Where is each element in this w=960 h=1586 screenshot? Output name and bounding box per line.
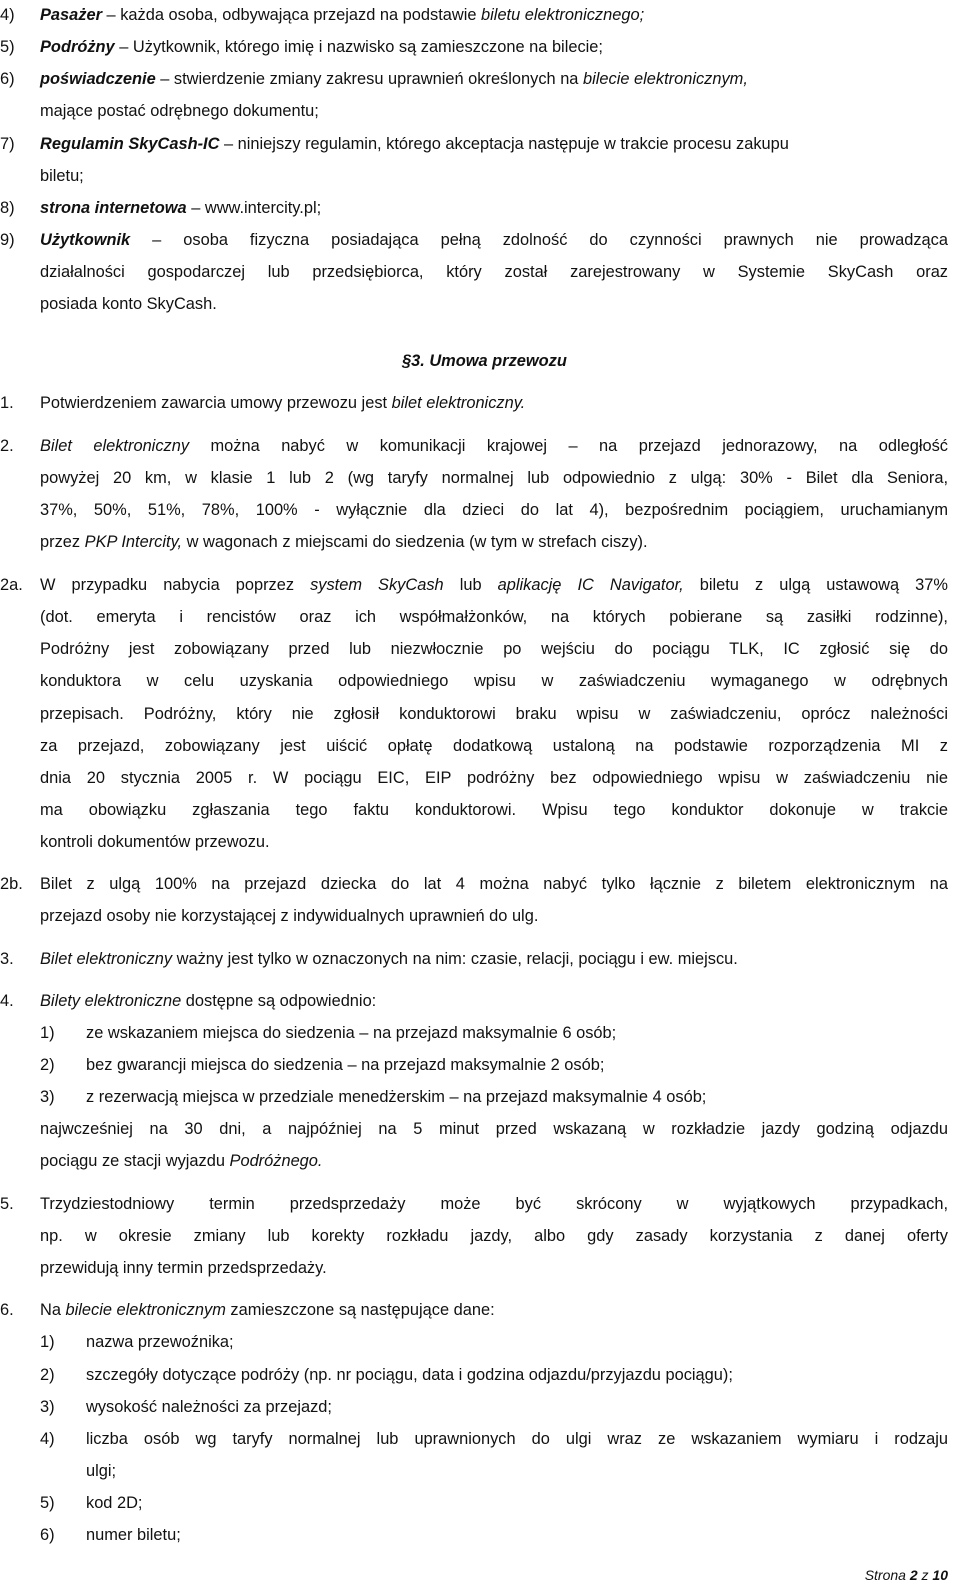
paragraph-2a-line: dnia 20 stycznia 2005 r. W pociągu EIC, EIP podróżny bez odpowiedniego wpisu w zaświadczeniu nie <box>40 769 948 787</box>
paragraph-5: 5. Trzydziestodniowy termin przedsprzedaży może być skrócony w wyjątkowych przypadkach, <box>0 1195 948 1213</box>
paragraph-2a-line: Podróżny jest zobowiązany przed lub niezwłocznie po wejściu do pociągu TLK, IC zgłosić się do <box>40 640 948 658</box>
paragraph-2a-line: przepisach. Podróżny, który nie zgłosił konduktorowi braku wpisu w zaświadczeniu, oprócz należności <box>40 705 948 723</box>
definition-term: Regulamin SkyCash-IC <box>40 135 220 153</box>
paragraph-2-line: powyżej 20 km, w klasie 1 lub 2 (wg taryfy normalnej lub odpowiednio z ulgą: 30% - Bilet dla Seniora, <box>40 469 948 487</box>
paragraph-2: 2. Bilet elektroniczny można nabyć w komunikacji krajowej – na przejazd jednorazowy, na odległość <box>0 437 948 455</box>
list-item: 5) kod 2D; <box>40 1494 143 1512</box>
definition-item: 5) Podróżny – Użytkownik, którego imię i nazwisko są zamieszczone na bilecie; <box>0 38 603 56</box>
paragraph-2a: 2a. W przypadku nabycia poprzez system SkyCash lub aplikację IC Navigator, biletu z ulgą ustawową 37% <box>0 576 948 594</box>
definition-item: 9) Użytkownik – osoba fizyczna posiadająca pełną zdolność do czynności prawnych nie prowadząca <box>0 231 948 249</box>
definition-item: 4) Pasażer – każda osoba, odbywająca przejazd na podstawie biletu elektronicznego; <box>0 6 645 24</box>
paragraph-2b: 2b. Bilet z ulgą 100% na przejazd dziecka do lat 4 można nabyć tylko łącznie z biletem elektronicznym na <box>0 875 948 893</box>
definition-continuation: działalności gospodarczej lub przedsiębiorca, który został zarejestrowany w Systemie SkyCash oraz <box>40 263 948 281</box>
paragraph-4-line: pociągu ze stacji wyjazdu Podróżnego. <box>40 1152 323 1170</box>
list-item-continuation: ulgi; <box>86 1462 117 1480</box>
list-item: 2) bez gwarancji miejsca do siedzenia – na przejazd maksymalnie 2 osób; <box>40 1056 605 1074</box>
list-item: 6) numer biletu; <box>40 1526 181 1544</box>
definition-term: Pasażer <box>40 6 102 24</box>
list-item: 1) ze wskazaniem miejsca do siedzenia – na przejazd maksymalnie 6 osób; <box>40 1024 617 1042</box>
definition-term: strona internetowa <box>40 199 187 217</box>
paragraph-4: 4. Bilety elektroniczne dostępne są odpowiednio: <box>0 992 377 1010</box>
definition-term: Użytkownik <box>40 231 131 249</box>
definition-continuation: posiada konto SkyCash. <box>40 295 217 313</box>
list-item: 1) nazwa przewoźnika; <box>40 1333 234 1351</box>
paragraph-2-line: 37%, 50%, 51%, 78%, 100% - wyłącznie dla dzieci do lat 4), bezpośrednim pociągiem, uruchamianym <box>40 501 948 519</box>
definition-continuation: biletu; <box>40 167 84 185</box>
paragraph-2b-line: przejazd osoby nie korzystającej z indywidualnych uprawnień do ulg. <box>40 907 539 925</box>
paragraph-1: 1. Potwierdzeniem zawarcia umowy przewozu jest bilet elektroniczny. <box>0 394 526 412</box>
definition-item: 8) strona internetowa – www.intercity.pl; <box>0 199 322 217</box>
paragraph-6: 6. Na bilecie elektronicznym zamieszczone są następujące dane: <box>0 1301 495 1319</box>
list-item: 3) wysokość należności za przejazd; <box>40 1398 332 1416</box>
list-item: 3) z rezerwacją miejsca w przedziale menedżerskim – na przejazd maksymalnie 4 osób; <box>40 1088 707 1106</box>
paragraph-5-line: np. w okresie zmiany lub korekty rozkładu jazdy, albo gdy zasady korzystania z danej oferty <box>40 1227 948 1245</box>
paragraph-2a-line: konduktora w celu uzyskania odpowiedniego wpisu w zaświadczeniu wymaganego w odrębnych <box>40 672 948 690</box>
paragraph-3: 3. Bilet elektroniczny ważny jest tylko w oznaczonych na nim: czasie, relacji, pociągu i ew. miejscu. <box>0 950 738 968</box>
paragraph-2a-line: (dot. emeryta i rencistów oraz ich współmałżonków, na których pobierane są zasiłki rodzinne), <box>40 608 948 626</box>
section-heading: §3. Umowa przewozu <box>402 352 567 370</box>
website-link[interactable]: www.intercity.pl; <box>204 199 322 217</box>
paragraph-2a-line: za przejazd, zobowiązany jest uiścić opłatę dodatkową ustaloną na podstawie rozporządzenia MI z <box>40 737 948 755</box>
page-number: Strona 2 z 10 <box>864 1567 948 1584</box>
paragraph-4-line: najwcześniej na 30 dni, a najpóźniej na 5 minut przed wskazaną w rozkładzie jazdy godziną odjazdu <box>40 1120 948 1138</box>
list-item: 4) liczba osób wg taryfy normalnej lub uprawnionych do ulgi wraz ze wskazaniem wymiaru i rodzaju <box>40 1430 948 1448</box>
paragraph-2-line: przez PKP Intercity, w wagonach z miejscami do siedzenia (w tym w strefach ciszy). <box>40 533 648 551</box>
paragraph-2a-line: ma obowiązku zgłaszania tego faktu konduktorowi. Wpisu tego konduktor dokonuje w trakcie <box>40 801 948 819</box>
definition-item: 6) poświadczenie – stwierdzenie zmiany zakresu uprawnień określonych na bilecie elektronicznym, <box>0 70 748 88</box>
definition-continuation: mające postać odrębnego dokumentu; <box>40 102 319 120</box>
list-item: 2) szczegóły dotyczące podróży (np. nr pociągu, data i godzina odjazdu/przyjazdu pociągu); <box>40 1366 733 1384</box>
paragraph-2a-line: kontroli dokumentów przewozu. <box>40 833 270 851</box>
definition-term: Podróżny <box>40 38 115 56</box>
definition-term: poświadczenie <box>40 70 156 88</box>
definition-item: 7) Regulamin SkyCash-IC – niniejszy regulamin, którego akceptacja następuje w trakcie procesu zakupu <box>0 135 789 153</box>
paragraph-5-line: przewidują inny termin przedsprzedaży. <box>40 1259 327 1277</box>
